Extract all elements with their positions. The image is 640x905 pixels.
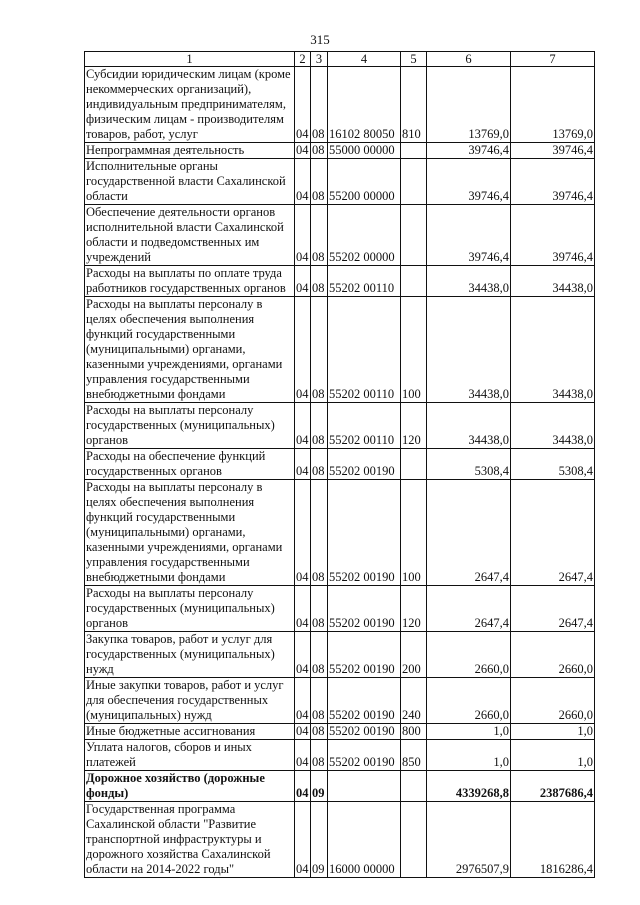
subsection-code: 08 xyxy=(311,403,328,449)
subsection-code: 08 xyxy=(311,740,328,771)
amount-col6: 39746,4 xyxy=(427,159,511,205)
target-item-code: 55200 00000 xyxy=(328,159,401,205)
section-code: 04 xyxy=(295,480,311,586)
budget-table xyxy=(84,51,595,878)
amount-col7: 2660,0 xyxy=(511,632,595,678)
table-row xyxy=(85,632,595,678)
target-item-code: 55000 00000 xyxy=(328,143,401,159)
amount-col7: 13769,0 xyxy=(511,67,595,143)
table-row xyxy=(85,586,595,632)
section-code: 04 xyxy=(295,449,311,480)
target-item-code: 55202 00110 xyxy=(328,297,401,403)
expense-type-code xyxy=(401,266,427,297)
expense-type-code: 850 xyxy=(401,740,427,771)
subsection-code: 09 xyxy=(311,802,328,878)
column-header: 6 xyxy=(427,52,511,67)
target-item-code xyxy=(328,771,401,802)
amount-col6: 2647,4 xyxy=(427,586,511,632)
subsection-code: 08 xyxy=(311,297,328,403)
amount-col7: 39746,4 xyxy=(511,159,595,205)
subsection-code: 08 xyxy=(311,266,328,297)
amount-col7: 1,0 xyxy=(511,724,595,740)
expense-type-code xyxy=(401,771,427,802)
table-row xyxy=(85,143,595,159)
row-name: Расходы на выплаты персоналу в целях обеспечения выполнения функций государственными (муниципальными) органами, казенными учреждениями, органами управления государственными внебюджетными фондами xyxy=(85,480,295,586)
subsection-code: 08 xyxy=(311,480,328,586)
amount-col6: 34438,0 xyxy=(427,297,511,403)
expense-type-code xyxy=(401,143,427,159)
column-header: 1 xyxy=(85,52,295,67)
amount-col7: 1816286,4 xyxy=(511,802,595,878)
table-row xyxy=(85,740,595,771)
expense-type-code xyxy=(401,802,427,878)
amount-col7: 34438,0 xyxy=(511,266,595,297)
amount-col6: 1,0 xyxy=(427,724,511,740)
table-row xyxy=(85,266,595,297)
expense-type-code: 100 xyxy=(401,297,427,403)
column-header: 7 xyxy=(511,52,595,67)
table-row xyxy=(85,67,595,143)
amount-col7: 34438,0 xyxy=(511,403,595,449)
table-row xyxy=(85,802,595,878)
amount-col6: 5308,4 xyxy=(427,449,511,480)
target-item-code: 55202 00110 xyxy=(328,403,401,449)
target-item-code: 55202 00000 xyxy=(328,205,401,266)
target-item-code: 55202 00190 xyxy=(328,678,401,724)
amount-col7: 39746,4 xyxy=(511,143,595,159)
section-code: 04 xyxy=(295,67,311,143)
table-row xyxy=(85,403,595,449)
amount-col6: 1,0 xyxy=(427,740,511,771)
section-code: 04 xyxy=(295,159,311,205)
section-code: 04 xyxy=(295,678,311,724)
expense-type-code: 200 xyxy=(401,632,427,678)
target-item-code: 55202 00190 xyxy=(328,480,401,586)
target-item-code: 55202 00190 xyxy=(328,449,401,480)
row-name: Закупка товаров, работ и услуг для государственных (муниципальных) нужд xyxy=(85,632,295,678)
amount-col6: 34438,0 xyxy=(427,403,511,449)
page-number: 315 xyxy=(310,32,330,47)
amount-col6: 13769,0 xyxy=(427,67,511,143)
expense-type-code xyxy=(401,449,427,480)
section-code: 04 xyxy=(296,724,309,738)
amount-col7: 5308,4 xyxy=(511,449,595,480)
row-name: Исполнительные органы государственной власти Сахалинской области xyxy=(85,159,295,205)
column-header: 3 xyxy=(311,52,328,67)
subsection-code: 08 xyxy=(311,632,328,678)
column-header: 4 xyxy=(328,52,401,67)
subsection-code: 08 xyxy=(311,205,328,266)
table-row xyxy=(85,297,595,403)
amount-col6: 2647,4 xyxy=(427,480,511,586)
target-item-code: 55202 00190 xyxy=(328,740,401,771)
amount-col6: 2660,0 xyxy=(427,678,511,724)
expense-type-code: 100 xyxy=(401,480,427,586)
amount-col7: 2647,4 xyxy=(511,586,595,632)
subsection-code: 08 xyxy=(311,143,328,159)
section-code: 04 xyxy=(296,143,309,157)
amount-col7: 2660,0 xyxy=(511,678,595,724)
column-header: 5 xyxy=(401,52,427,67)
subsection-code: 08 xyxy=(311,67,328,143)
row-name: Дорожное хозяйство (дорожные фонды) xyxy=(85,771,295,802)
section-code: 04 xyxy=(295,771,311,802)
table-row xyxy=(85,724,595,740)
amount-col7: 1,0 xyxy=(511,740,595,771)
target-item-code: 16102 80050 xyxy=(328,67,401,143)
target-item-code: 55202 00190 xyxy=(328,586,401,632)
target-item-code: 16000 00000 xyxy=(328,802,401,878)
expense-type-code: 810 xyxy=(401,67,427,143)
row-name: Расходы на обеспечение функций государственных органов xyxy=(85,449,295,480)
section-code: 04 xyxy=(295,205,311,266)
subsection-code: 08 xyxy=(311,159,328,205)
expense-type-code: 120 xyxy=(401,403,427,449)
row-name: Иные бюджетные ассигнования xyxy=(85,724,295,740)
table-row xyxy=(85,480,595,586)
subsection-code: 09 xyxy=(311,771,328,802)
subsection-code: 08 xyxy=(311,678,328,724)
table-row xyxy=(85,449,595,480)
section-code: 04 xyxy=(295,740,311,771)
section-code: 04 xyxy=(295,266,311,297)
header-row xyxy=(85,52,595,67)
subsection-code: 08 xyxy=(311,724,328,740)
subsection-code: 08 xyxy=(311,449,328,480)
amount-col6: 2976507,9 xyxy=(427,802,511,878)
row-name: Обеспечение деятельности органов исполнительной власти Сахалинской области и подведомственных им учреждений xyxy=(85,205,295,266)
row-name: Расходы на выплаты по оплате труда работников государственных органов xyxy=(85,266,295,297)
row-name: Государственная программа Сахалинской области "Развитие транспортной инфраструктуры и дорожного хозяйства Сахалинской области на 2014-2022 годы" xyxy=(85,802,295,878)
row-name: Расходы на выплаты персоналу государственных (муниципальных) органов xyxy=(85,586,295,632)
target-item-code: 55202 00110 xyxy=(328,266,401,297)
expense-type-code xyxy=(401,205,427,266)
row-name: Расходы на выплаты персоналу государственных (муниципальных) органов xyxy=(85,403,295,449)
table-row xyxy=(85,678,595,724)
amount-col6: 2660,0 xyxy=(427,632,511,678)
amount-col7: 2387686,4 xyxy=(511,771,595,802)
section-code: 04 xyxy=(295,586,311,632)
expense-type-code xyxy=(401,159,427,205)
amount-col7: 34438,0 xyxy=(511,297,595,403)
table-row xyxy=(85,771,595,802)
row-name: Уплата налогов, сборов и иных платежей xyxy=(85,740,295,771)
target-item-code: 55202 00190 xyxy=(328,632,401,678)
section-code: 04 xyxy=(295,802,311,878)
expense-type-code: 800 xyxy=(401,724,427,740)
section-code: 04 xyxy=(295,403,311,449)
expense-type-code: 240 xyxy=(401,678,427,724)
amount-col6: 39746,4 xyxy=(427,205,511,266)
row-name: Иные закупки товаров, работ и услуг для обеспечения государственных (муниципальных) нужд xyxy=(85,678,295,724)
amount-col7: 2647,4 xyxy=(511,480,595,586)
table-row xyxy=(85,159,595,205)
amount-col6: 4339268,8 xyxy=(427,771,511,802)
amount-col7: 39746,4 xyxy=(511,205,595,266)
table-row xyxy=(85,205,595,266)
subsection-code: 08 xyxy=(311,586,328,632)
target-item-code: 55202 00190 xyxy=(328,724,401,740)
section-code: 04 xyxy=(295,297,311,403)
section-code: 04 xyxy=(295,632,311,678)
row-name: Непрограммная деятельность xyxy=(85,143,295,159)
amount-col6: 34438,0 xyxy=(427,266,511,297)
amount-col6: 39746,4 xyxy=(427,143,511,159)
row-name: Субсидии юридическим лицам (кроме некоммерческих организаций), индивидуальным предпринимателям, физическим лицам - производителям товаров, работ, услуг xyxy=(85,67,295,143)
expense-type-code: 120 xyxy=(401,586,427,632)
row-name: Расходы на выплаты персоналу в целях обеспечения выполнения функций государственными (муниципальными) органами, казенными учреждениями, органами управления государственными внебюджетными фондами xyxy=(85,297,295,403)
column-header: 2 xyxy=(295,52,311,67)
